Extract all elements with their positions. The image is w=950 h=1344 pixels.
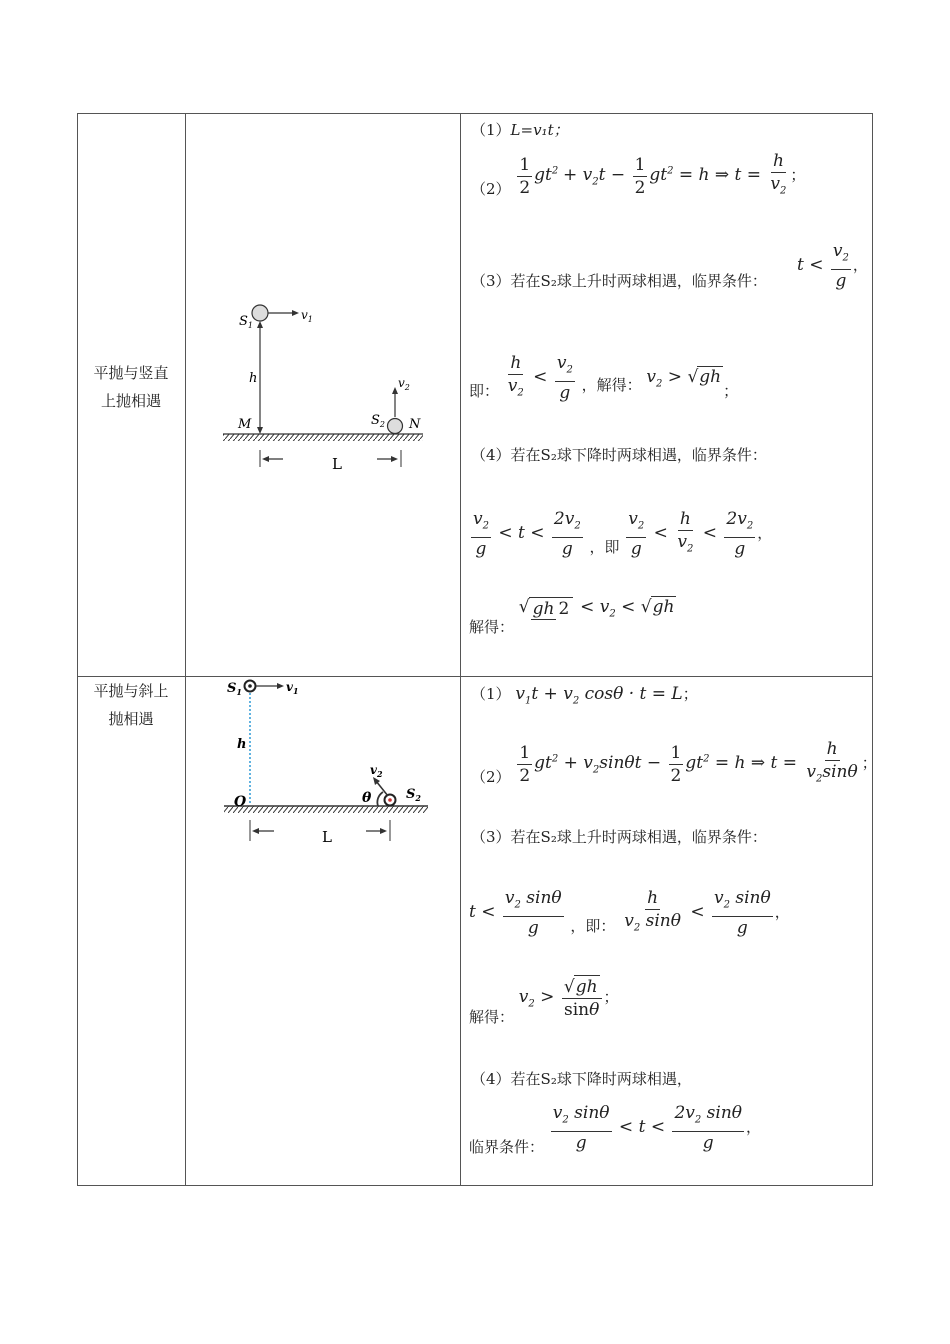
label-m: M <box>238 417 252 432</box>
row1-eq3-condition: t < $\frac{v_2}{g}$ ， <box>797 241 868 292</box>
row2-diagram <box>218 675 433 850</box>
row2-eq1: （1） $v_1t + v_2$ cosθ · t = L； <box>471 684 698 707</box>
row1-eq4-condition: $\frac{v_2}{g}$ < t < $\frac{2v_2}{g}$ ，即 $\frac{v_2}{g}$ < $\frac{h}{v_2}$ < $\frac{2v_2}{g}$ ， <box>473 509 773 560</box>
row2-label-line2: 抛相遇 <box>108 710 154 728</box>
label-h: h <box>237 737 247 752</box>
row1-label <box>81 359 181 415</box>
v1-arrow <box>277 683 284 689</box>
row1-eq1: （1）L=v₁t； <box>471 121 569 139</box>
row1-diagram <box>215 295 435 480</box>
label-v2: $v_2$ <box>370 763 383 779</box>
label-s1: $S_1$ <box>227 681 242 697</box>
ball-s1 <box>252 305 268 321</box>
row2-eq3-result: 解得： $v_2$ > $\frac{√gh}{\sin\theta}$ ； <box>469 977 619 1026</box>
ground-hatch <box>223 434 423 441</box>
row2-label <box>81 677 181 733</box>
row2-eq4-condition: 临界条件： $\frac{v_2 \sin\theta}{g}$ < t < $\frac{2v_2 \sin\theta}{g}$ ， <box>469 1103 762 1157</box>
row2-eq3-condition: t < $\frac{v_2 \sin\theta}{g}$ ，即： $\frac{h}{v_2 \sin\theta}$ < $\frac{v_2 \sin\theta}{g}$ ， <box>469 888 790 939</box>
row1-eq3-result: 即： $\frac{h}{v_2}$ < $\frac{v_2}{g}$ ，解得： $v_2 > √gh$； <box>469 353 739 404</box>
ball-s2 <box>388 419 403 434</box>
label-v1: $v_1$ <box>301 308 313 324</box>
column-divider-2 <box>460 114 461 1185</box>
row1-eq4-result: 解得： √ gh $2 < v_2 < √gh$ <box>469 597 675 636</box>
row1-eq4-text: （4）若在S₂球下降时两球相遇，临界条件： <box>471 446 767 464</box>
column-divider-1 <box>185 114 186 1185</box>
label-l: L <box>322 828 332 846</box>
row1-eq3-text: （3）若在S₂球上升时两球相遇，临界条件： <box>471 272 767 290</box>
label-theta: θ <box>362 790 372 806</box>
label-s2: $S_2$ <box>406 787 421 803</box>
row2-eq3-text: （3）若在S₂球上升时两球相遇，临界条件： <box>471 828 767 846</box>
label-h: h <box>249 371 258 386</box>
label-v2: $v_2$ <box>398 376 410 392</box>
row1-label-line1: 平抛与竖直 <box>93 364 169 382</box>
row-divider <box>78 676 872 677</box>
row1-label-line2: 上抛相遇 <box>100 392 161 410</box>
row2-eq4-text: （4）若在S₂球下降时两球相遇， <box>471 1070 692 1088</box>
label-l: L <box>332 455 342 473</box>
row1-eq2: （2） $\frac{1}{2}$ $gt^2 + v_2t$ − $\frac{1}{2}$ $gt^2 = h$ ⇒ t = $\frac{h}{v_2}$ ； <box>471 151 806 199</box>
ground-hatch <box>224 806 428 813</box>
v1-arrow <box>292 310 299 316</box>
label-v1: $v_1$ <box>286 680 299 696</box>
label-n: N <box>409 417 421 432</box>
label-s2: $S_2$ <box>371 413 385 429</box>
label-o: O <box>234 794 247 810</box>
row2-label-line1: 平抛与斜上 <box>93 682 169 700</box>
row2-eq2: （2） $\frac{1}{2}$ $gt^2 + v_2\sin\theta t$ − $\frac{1}{2}$ $gt^2 = h$ ⇒ t = $\frac{h}{v_2\sin\theta}$ ； <box>471 739 877 787</box>
theta-arc <box>377 792 383 806</box>
label-s1: $S_1$ <box>239 314 253 330</box>
